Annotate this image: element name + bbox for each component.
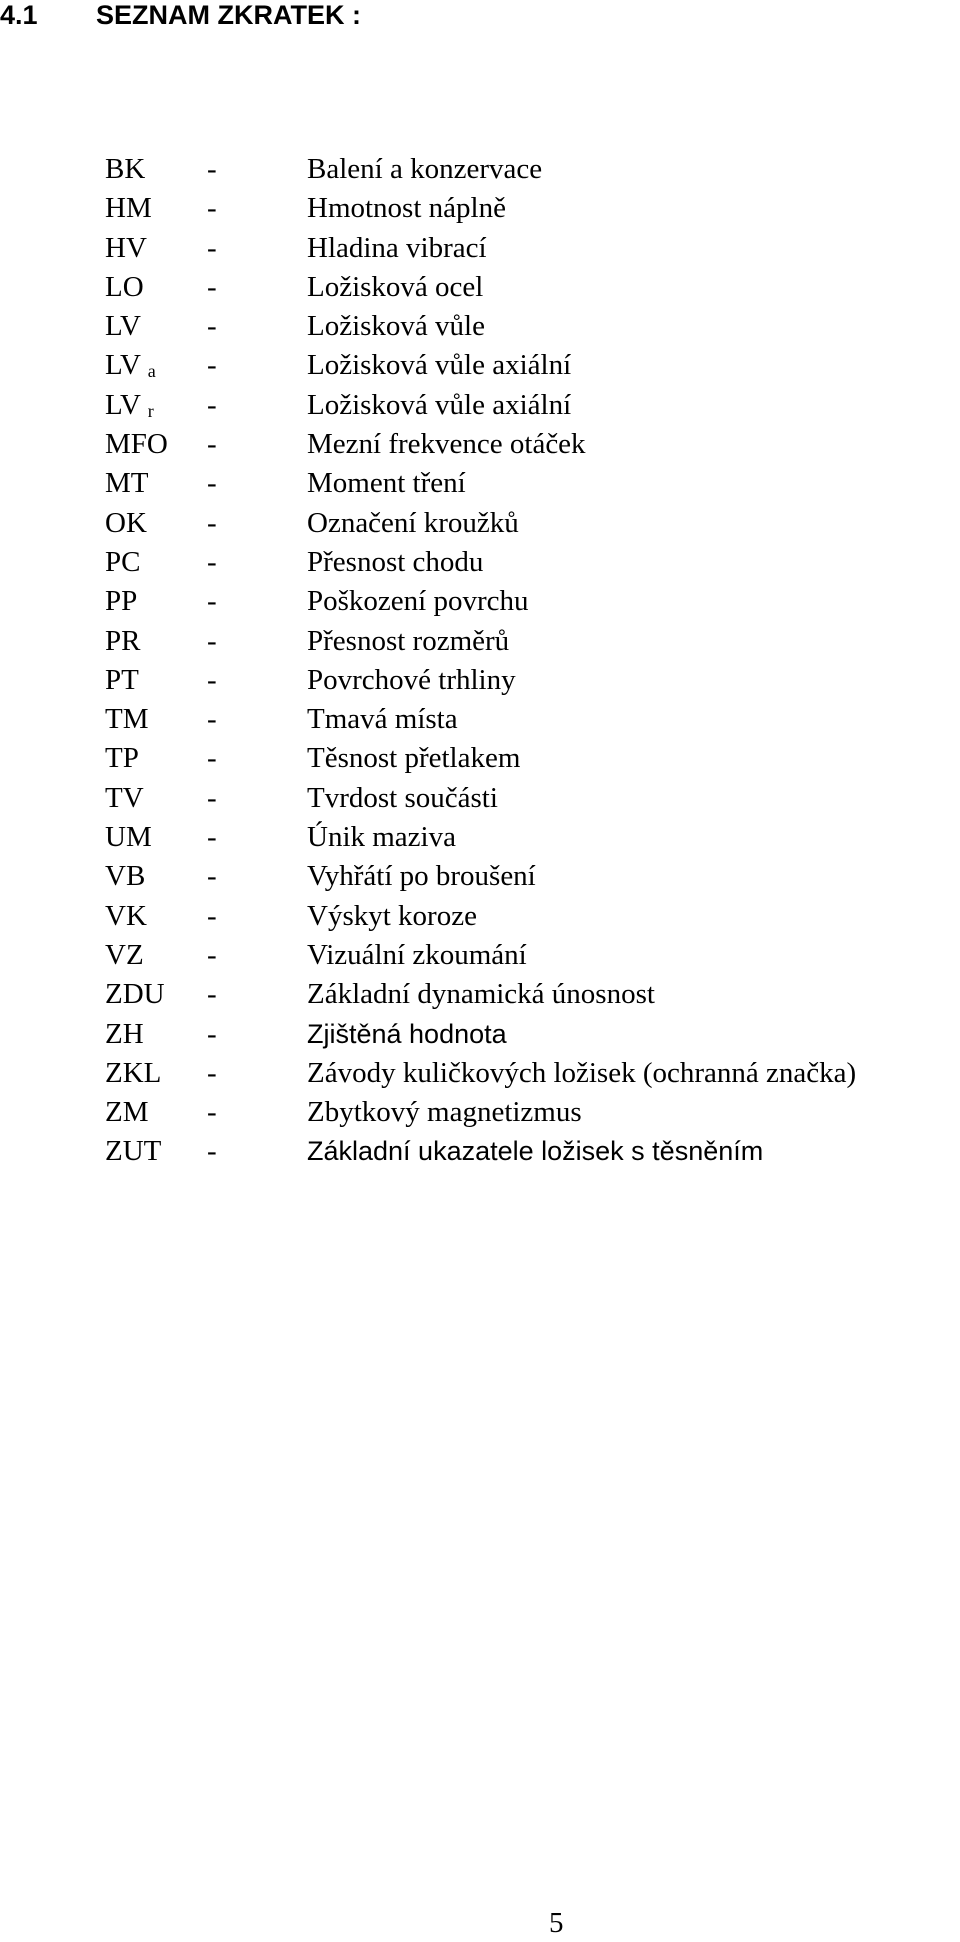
abbreviation-row <box>0 1095 960 1134</box>
abbreviation-meaning: Přesnost chodu <box>307 545 484 578</box>
abbreviation-meaning: Ložisková ocel <box>307 270 484 303</box>
abbreviation-dash: - <box>207 585 217 618</box>
abbreviation-letters: ZH <box>105 1017 144 1050</box>
abbreviation-code <box>105 191 152 225</box>
abbreviation-code <box>105 1095 149 1129</box>
abbreviation-dash: - <box>207 349 217 382</box>
abbreviation-code <box>105 309 141 343</box>
abbreviation-code <box>105 1017 144 1051</box>
abbreviation-row <box>0 1134 960 1173</box>
abbreviation-letters: MT <box>105 467 149 500</box>
abbreviation-letters: TV <box>105 781 144 814</box>
abbreviation-code <box>105 702 149 736</box>
abbreviation-meaning: Ložisková vůle <box>307 310 485 343</box>
abbreviation-row <box>0 820 960 859</box>
abbreviation-code <box>105 1056 161 1090</box>
abbreviation-list <box>0 152 960 1174</box>
abbreviation-meaning: Tvrdost součásti <box>307 781 498 814</box>
abbreviation-row <box>0 427 960 466</box>
abbreviation-row <box>0 270 960 309</box>
abbreviation-dash: - <box>207 192 217 225</box>
abbreviation-meaning: Hmotnost náplně <box>307 192 506 225</box>
abbreviation-letters: HM <box>105 192 152 225</box>
abbreviation-letters: LV <box>105 349 141 382</box>
abbreviation-row <box>0 191 960 230</box>
abbreviation-row <box>0 859 960 898</box>
abbreviation-row <box>0 899 960 938</box>
section-number: 4.1 <box>0 0 38 30</box>
abbreviation-row <box>0 388 960 427</box>
abbreviation-code <box>105 270 144 304</box>
abbreviation-dash: - <box>207 899 217 932</box>
abbreviation-row <box>0 781 960 820</box>
abbreviation-letters: UM <box>105 821 152 854</box>
abbreviation-dash: - <box>207 310 217 343</box>
abbreviation-meaning: Základní dynamická únosnost <box>307 978 655 1011</box>
abbreviation-code <box>105 506 147 540</box>
abbreviation-meaning: Poškození povrchu <box>307 585 529 618</box>
abbreviation-letters: LO <box>105 270 144 303</box>
abbreviation-dash: - <box>207 978 217 1011</box>
abbreviation-row <box>0 977 960 1016</box>
page-number: 5 <box>549 1907 564 1939</box>
abbreviation-row <box>0 663 960 702</box>
abbreviation-dash: - <box>207 467 217 500</box>
abbreviation-meaning: Balení a konzervace <box>307 153 543 185</box>
abbreviation-code <box>105 1134 161 1168</box>
abbreviation-dash: - <box>207 428 217 461</box>
abbreviation-row <box>0 1056 960 1095</box>
abbreviation-code <box>105 663 139 697</box>
abbreviation-dash: - <box>207 703 217 736</box>
abbreviation-letters: TP <box>105 742 139 775</box>
abbreviation-meaning: Tmavá místa <box>307 703 458 736</box>
abbreviation-meaning: Moment tření <box>307 467 466 500</box>
abbreviation-row <box>0 309 960 348</box>
abbreviation-code <box>105 741 139 775</box>
abbreviation-letters: BK <box>105 153 146 185</box>
abbreviation-row <box>0 938 960 977</box>
abbreviation-meaning: Vizuální zkoumání <box>307 938 527 971</box>
abbreviation-code <box>105 781 144 815</box>
abbreviation-letters: PR <box>105 624 141 657</box>
abbreviation-code <box>105 899 147 933</box>
abbreviation-letters: VK <box>105 899 147 932</box>
abbreviation-meaning: Ložisková vůle axiální <box>307 349 572 382</box>
abbreviation-letters: LV <box>105 388 141 421</box>
abbreviation-code <box>105 427 168 461</box>
abbreviation-row <box>0 741 960 780</box>
abbreviation-letters: TM <box>105 703 149 736</box>
abbreviation-meaning: Základní ukazatele ložisek s těsněním <box>307 1136 764 1167</box>
abbreviation-code <box>105 977 165 1011</box>
abbreviation-letters: HV <box>105 231 147 264</box>
abbreviation-subscript: r <box>147 400 154 421</box>
abbreviation-dash: - <box>207 270 217 303</box>
abbreviation-code <box>105 820 152 854</box>
abbreviation-code <box>105 545 140 579</box>
abbreviation-code <box>105 938 144 972</box>
abbreviation-meaning: Označení kroužků <box>307 506 519 539</box>
abbreviation-letters: ZKL <box>105 1056 162 1089</box>
abbreviation-meaning: Zjištěná hodnota <box>307 1018 507 1049</box>
abbreviation-code <box>105 584 137 618</box>
abbreviation-row <box>0 624 960 663</box>
abbreviation-code <box>105 624 140 658</box>
section-heading <box>0 0 361 34</box>
abbreviation-code <box>105 152 145 186</box>
abbreviation-dash: - <box>207 663 217 696</box>
abbreviation-meaning: Vyhřátí po broušení <box>307 860 536 893</box>
abbreviation-dash: - <box>207 153 217 185</box>
abbreviation-dash: - <box>207 1056 217 1089</box>
abbreviation-letters: ZM <box>105 1096 149 1129</box>
abbreviation-row <box>0 231 960 270</box>
abbreviation-row <box>0 1017 960 1056</box>
abbreviation-row <box>0 702 960 741</box>
abbreviation-letters: ZDU <box>105 978 165 1011</box>
abbreviation-letters: MFO <box>105 428 168 461</box>
abbreviation-meaning: Hladina vibrací <box>307 231 487 264</box>
abbreviation-meaning: Ložisková vůle axiální <box>307 388 572 421</box>
abbreviation-dash: - <box>207 231 217 264</box>
abbreviation-row <box>0 152 960 191</box>
abbreviation-meaning: Povrchové trhliny <box>307 663 516 696</box>
abbreviation-letters: ZUT <box>105 1135 162 1168</box>
abbreviation-subscript: a <box>147 361 156 382</box>
abbreviation-dash: - <box>207 742 217 775</box>
abbreviation-code <box>105 231 147 265</box>
abbreviation-row <box>0 466 960 505</box>
abbreviation-meaning: Zbytkový magnetizmus <box>307 1096 582 1129</box>
abbreviation-dash: - <box>207 860 217 893</box>
abbreviation-dash: - <box>207 821 217 854</box>
abbreviation-row <box>0 348 960 387</box>
abbreviation-meaning: Těsnost přetlakem <box>307 742 521 775</box>
abbreviation-meaning: Přesnost rozměrů <box>307 624 510 657</box>
abbreviation-row <box>0 545 960 584</box>
abbreviation-letters: PT <box>105 663 139 696</box>
abbreviation-dash: - <box>207 624 217 657</box>
abbreviation-letters: VZ <box>105 938 144 971</box>
section-title: SEZNAM ZKRATEK : <box>96 0 361 30</box>
abbreviation-dash: - <box>207 781 217 814</box>
abbreviation-dash: - <box>207 506 217 539</box>
abbreviation-dash: - <box>207 1096 217 1129</box>
abbreviation-dash: - <box>207 1017 217 1050</box>
abbreviation-meaning: Mezní frekvence otáček <box>307 428 586 461</box>
abbreviation-row <box>0 584 960 623</box>
abbreviation-letters: VB <box>105 860 146 893</box>
abbreviation-letters: OK <box>105 506 147 539</box>
abbreviation-dash: - <box>207 545 217 578</box>
abbreviation-code <box>105 388 154 422</box>
abbreviation-letters: LV <box>105 310 141 343</box>
abbreviation-meaning: Výskyt koroze <box>307 899 477 932</box>
abbreviation-dash: - <box>207 938 217 971</box>
abbreviation-letters: PP <box>105 585 138 618</box>
abbreviation-meaning: Únik maziva <box>307 821 456 854</box>
abbreviation-code <box>105 859 145 893</box>
abbreviation-meaning: Závody kuličkových ložisek (ochranná značka) <box>307 1056 857 1089</box>
abbreviation-code <box>105 466 149 500</box>
abbreviation-code <box>105 348 156 382</box>
abbreviation-dash: - <box>207 388 217 421</box>
abbreviation-dash: - <box>207 1135 217 1168</box>
abbreviation-row <box>0 506 960 545</box>
abbreviation-letters: PC <box>105 545 141 578</box>
